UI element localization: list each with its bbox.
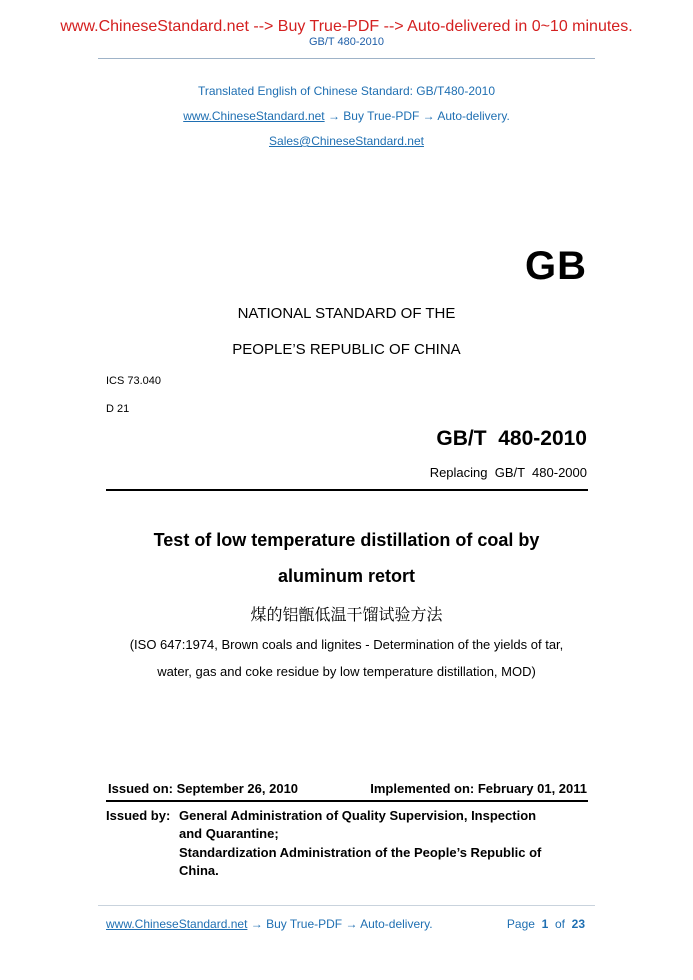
standard-code: GB/T 480-2010 xyxy=(436,427,587,450)
divider-bottom xyxy=(106,800,588,802)
page-number: 1 xyxy=(541,917,549,931)
sales-line xyxy=(0,134,693,148)
sales-email-link[interactable]: Sales@ChineseStandard.net xyxy=(269,134,424,148)
iso-reference-line-1: (ISO 647:1974, Brown coals and lignites - Determination of the yields of tar, xyxy=(129,637,564,652)
site-line xyxy=(0,109,693,123)
site-line-rest: → Buy True-PDF → Auto-delivery. xyxy=(324,109,510,123)
issuer-line-4: China. xyxy=(179,863,219,878)
header-divider xyxy=(98,58,595,59)
implemented-on-date: Implemented on: February 01, 2011 xyxy=(370,781,587,796)
page-indicator xyxy=(507,917,585,931)
header-code: GB/T 480-2010 xyxy=(308,36,384,48)
issuer-line-3: Standardization Administration of the People’s Republic of xyxy=(179,845,542,860)
top-banner[interactable]: www.ChineseStandard.net --> Buy True-PDF --> Auto-delivered in 0~10 minutes. xyxy=(60,18,633,35)
issuer-line-2: and Quarantine; xyxy=(179,826,279,841)
issued-on-date: Issued on: September 26, 2010 xyxy=(108,781,299,796)
footer-divider xyxy=(98,905,595,906)
divider-top xyxy=(106,489,588,491)
site-link[interactable]: www.ChineseStandard.net xyxy=(183,109,325,123)
national-standard-line-1: NATIONAL STANDARD OF THE xyxy=(237,305,456,322)
national-standard-line-2: PEOPLE’S REPUBLIC OF CHINA xyxy=(232,341,461,358)
footer-site-line xyxy=(106,917,433,931)
page-label: Page xyxy=(506,917,535,931)
footer-site-link[interactable]: www.ChineseStandard.net xyxy=(106,917,248,931)
gb-mark: GB xyxy=(525,244,587,288)
issued-by-label: Issued by: xyxy=(106,808,171,823)
page-of: of xyxy=(554,917,565,931)
replacing-note: Replacing GB/T 480-2000 xyxy=(429,465,587,480)
translated-notice: Translated English of Chinese Standard: GB/T480-2010 xyxy=(197,84,496,98)
classification-code: D 21 xyxy=(106,403,130,415)
title-chinese: 煤的铝甑低温干馏试验方法 xyxy=(250,605,443,624)
footer-site-rest: → Buy True-PDF → Auto-delivery. xyxy=(247,917,433,931)
iso-reference-line-2: water, gas and coke residue by low temperature distillation, MOD) xyxy=(157,664,536,679)
issuer-line-1: General Administration of Quality Supervision, Inspection xyxy=(179,808,537,823)
title-english-line-1: Test of low temperature distillation of coal by xyxy=(153,530,540,550)
title-english-line-2: aluminum retort xyxy=(277,566,415,586)
page-total: 23 xyxy=(571,917,585,931)
ics-code: ICS 73.040 xyxy=(106,375,162,387)
